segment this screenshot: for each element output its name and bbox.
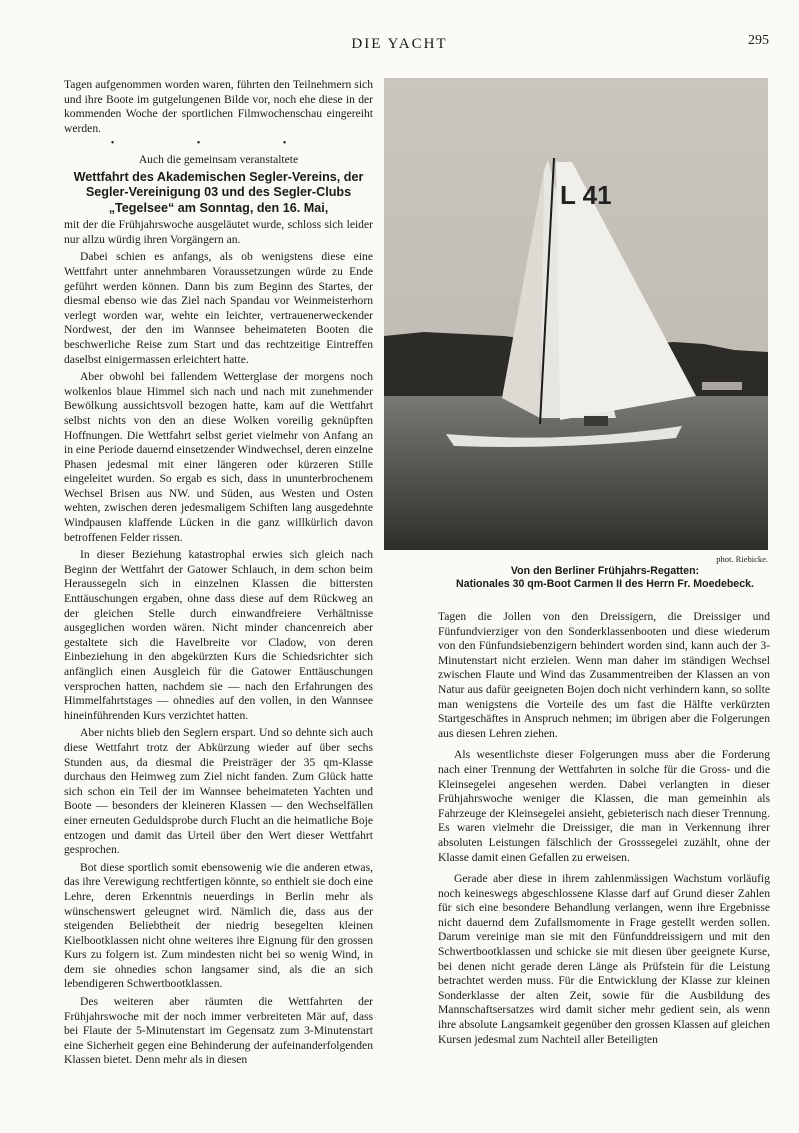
paragraph: Tagen aufgenommen worden waren, führten den Teilnehmern sich und ihre Boote im gutgelungenen Bilde vor, noch ehe diese in der kommenden Woche der sportlichen Filmwochenschau eingereiht werden. bbox=[64, 78, 373, 135]
photo-caption bbox=[440, 565, 770, 591]
paragraph: mit der die Frühjahrswoche ausgeläutet wurde, schloss sich leider nur allzu würdig ihren Vorgängern an. bbox=[64, 218, 373, 246]
caption-line: Nationales 30 qm-Boot Carmen II des Herrn Fr. Moedebeck. bbox=[456, 578, 754, 590]
paragraph: Bot diese sportlich somit ebensowenig wie die anderen etwas, das ihre Verewigung rechtfertigen könnte, so enthielt sie doch eine Lehre, deren Erkenntnis neuerdings in Berlin mehr als wünschenswert geleugnet wird. Nämlich die, dass aus der steigenden Beliebtheit der niedrig besegelten kleinen Kielbootklassen nicht ohne weiteres ihre Eignung für den grossen Kurs zu folgern ist. Zum mindesten nicht bei so wenig Wind, in dem sie ohnedies schon langsamer sind, als die an sich lebendigeren Schwertbootklassen. bbox=[64, 860, 373, 991]
sailboat-illustration bbox=[384, 78, 768, 550]
sailboat-photo bbox=[384, 78, 768, 550]
article-headline: Wettfahrt des Akademischen Segler-Vereins, der Segler-Vereinigung 03 und des Segler-Clubs „Tegelsee“ am Sonntag, den 16. Mai, bbox=[73, 169, 364, 215]
paragraph: Dabei schien es anfangs, als ob wenigstens diese eine Wettfahrt unter annehmbaren Voraussetzungen würde zu Ende geführt werden können. Dann bis zum Beginn des Startes, der diesmal ebenso wie das Ziel nach Spandau vor Weinmeisterhorn verlegt worden war, wehte ein leichter, vertrauenerweckender Nordwest, der den im Wannsee beheimateten Booten die beschwerliche Reise zum Start und das rechtzeitige Eintreffen daselbst einigermassen erleichtert hatte. bbox=[64, 250, 373, 366]
page-number: 295 bbox=[748, 33, 769, 48]
paragraph: In dieser Beziehung katastrophal erwies sich gleich nach Beginn der Wettfahrt der Gatower Schlauch, in dem schon beim Heraussegeln sich in einzelnen Klassen die bittersten Enttäuschungen ergaben, ohne dass diese auf dem Rückweg an der gleichen Stelle durch einwandfreiere Verhältnisse ausgeglichen worden wären. Nicht minder chancenreich aber gestaltete sich die Havelbreite vor Cladow, von deren Einbeziehung in den abgekürzten Kurs die Schiedsrichter sich anfänglich einen Ausgleich für die Gatower Enttäuschungen versprochen hatten, nachdem sie — nach den Erfahrungen des Himmelfahrtstages — ohnedies auf den vollen, in den Wannsee hineinführenden Kurs verzichtet hatten. bbox=[64, 548, 373, 722]
paragraph: Aber nichts blieb den Seglern erspart. Und so dehnte sich auch diese Wettfahrt trotz der Abkürzung wieder auf über sechs Stunden aus, da diesmal die Preisträger der 35 qm-Klasse durchaus den Heimweg zum Ziel nicht fanden. Zum Glück hatte sich schon ein Teil der im Wannsee beheimateten Yachten und Boote — besonders der kleineren Klassen — den Wechselfällen einer erneuten Geduldsprobe durch Flucht an die heimatliche Boje entzogen und damit das Urteil über den Wert dieser Wettfahrt gesprochen. bbox=[64, 726, 373, 857]
paragraph: Aber obwohl bei fallendem Wetterglase der morgens noch wolkenlos blaue Himmel sich nach und nach mit zunehmender Bewölkung aussichtsvoll bezogen hatte, kam auf die Wettfahrt selbst nichts von den an diese Wolken voreilig geknüpften Hoffnungen. Die Wettfahrt selbst geriet vielmehr von Anfang an in eine Periode dauernd einsetzender Windwechsel, deren einzelne Phasen jedesmal mit einer längeren oder kürzeren Stille eingeleitet wurden. So ergab es sich, dass in ununterbrochenem Wechsel Brisen aus NW. und Süden, aus Westen und Osten wehten, zwischen deren jedesmaligem Schiften lang ausgedehnte Windpausen klaffende Lücken in die ganz willkürlich davon betroffenen Felder rissen. bbox=[64, 370, 373, 544]
page-header-title: DIE YACHT bbox=[351, 36, 448, 52]
sail-number: L 41 bbox=[560, 180, 612, 210]
left-column bbox=[64, 78, 373, 1071]
paragraph: Als wesentlichste dieser Folgerungen muss aber die Forderung nach einer Trennung der Wettfahrten in solche für die Gross- und die Kleinsegelei angesehen werden. Dabei verlangten in dieser Frühjahrswoche weniger die Klassen, die man gemeinhin als Fahrzeuge der Kleinsegelei ansieht, gebieterisch nach dieser Trennung. Es waren vielmehr die Dreissiger, die man in Verkennung ihrer absoluten Leistungen fälschlich der Grosssegelei zuzählt, ohne der Klasse damit einen Gefallen zu erweisen. bbox=[438, 748, 770, 864]
paragraph: Tagen die Jollen von den Dreissigern, die Dreissiger und Fünfundvierziger von den Sonderklassenbooten und diese wiederum von den Fünfundsiebenzigern behindert worden sind, kann auch der 3-Minutenstart nicht erzielen. Wenn man daher im ständigen Wechsel zwischen Flaute und Wind das Zusammentreiben der Klassen an von Natur aus dafür geeigneten Bojen doch nicht verhindern kann, so sollte man wenigstens die Vorteile des um fast die Hälfte verkürzten Startgeschäftes in Anspruch nehmen; im übrigen aber die Folgerungen aus diesen Lehren ziehen. bbox=[438, 610, 770, 740]
photo-credit: phot. Riebicke. bbox=[716, 554, 768, 564]
right-column bbox=[438, 610, 770, 1050]
caption-line: Von den Berliner Frühjahrs-Regatten: bbox=[510, 565, 700, 577]
section-divider: • • • bbox=[110, 138, 327, 150]
paragraph: Des weiteren aber räumten die Wettfahrten der Frühjahrswoche mit der noch immer verbreiteten Mär auf, dass bei Flaute der 5-Minutenstart im Gegensatz zum 3-Minutenstart eine Sicherheit gegen eine Behinderung der aufeinanderfolgenden Klassen bietet. Denn mehr als in diesen bbox=[64, 995, 373, 1067]
article-intro: Auch die gemeinsam veranstaltete bbox=[138, 153, 299, 167]
paragraph: Gerade aber diese in ihrem zahlenmässigen Wachstum vorläufig noch keineswegs abgeschlossene Klasse darf auf Grund dieser Zahlen für sich eine besondere Behandlung verlangen, wenn ihre Ergebnisse nicht dauernd dem Zufallsmomente in Frage gestellt werden sollen. Darum vereinige man sie mit den Fünfunddreissigern und mit den Schwertbootklassen und schicke sie mit diesen über geeignete Kurse, bei denen nicht gerade deren Länge als Prüfstein für die Leistung betrachtet werden muss. Für die Entwicklung der Klasse zur kleinen Sonderklasse der alten Zeit, sowie für die Ausbildung des Mannschaftsersatzes wird damit sicher mehr gedient sein, als wenn ihre absolute Langsamkeit gegenüber den grossen Klassen auf gleichen Kursen jedesmal zum Nachteil aller Beteiligten bbox=[438, 872, 770, 1046]
